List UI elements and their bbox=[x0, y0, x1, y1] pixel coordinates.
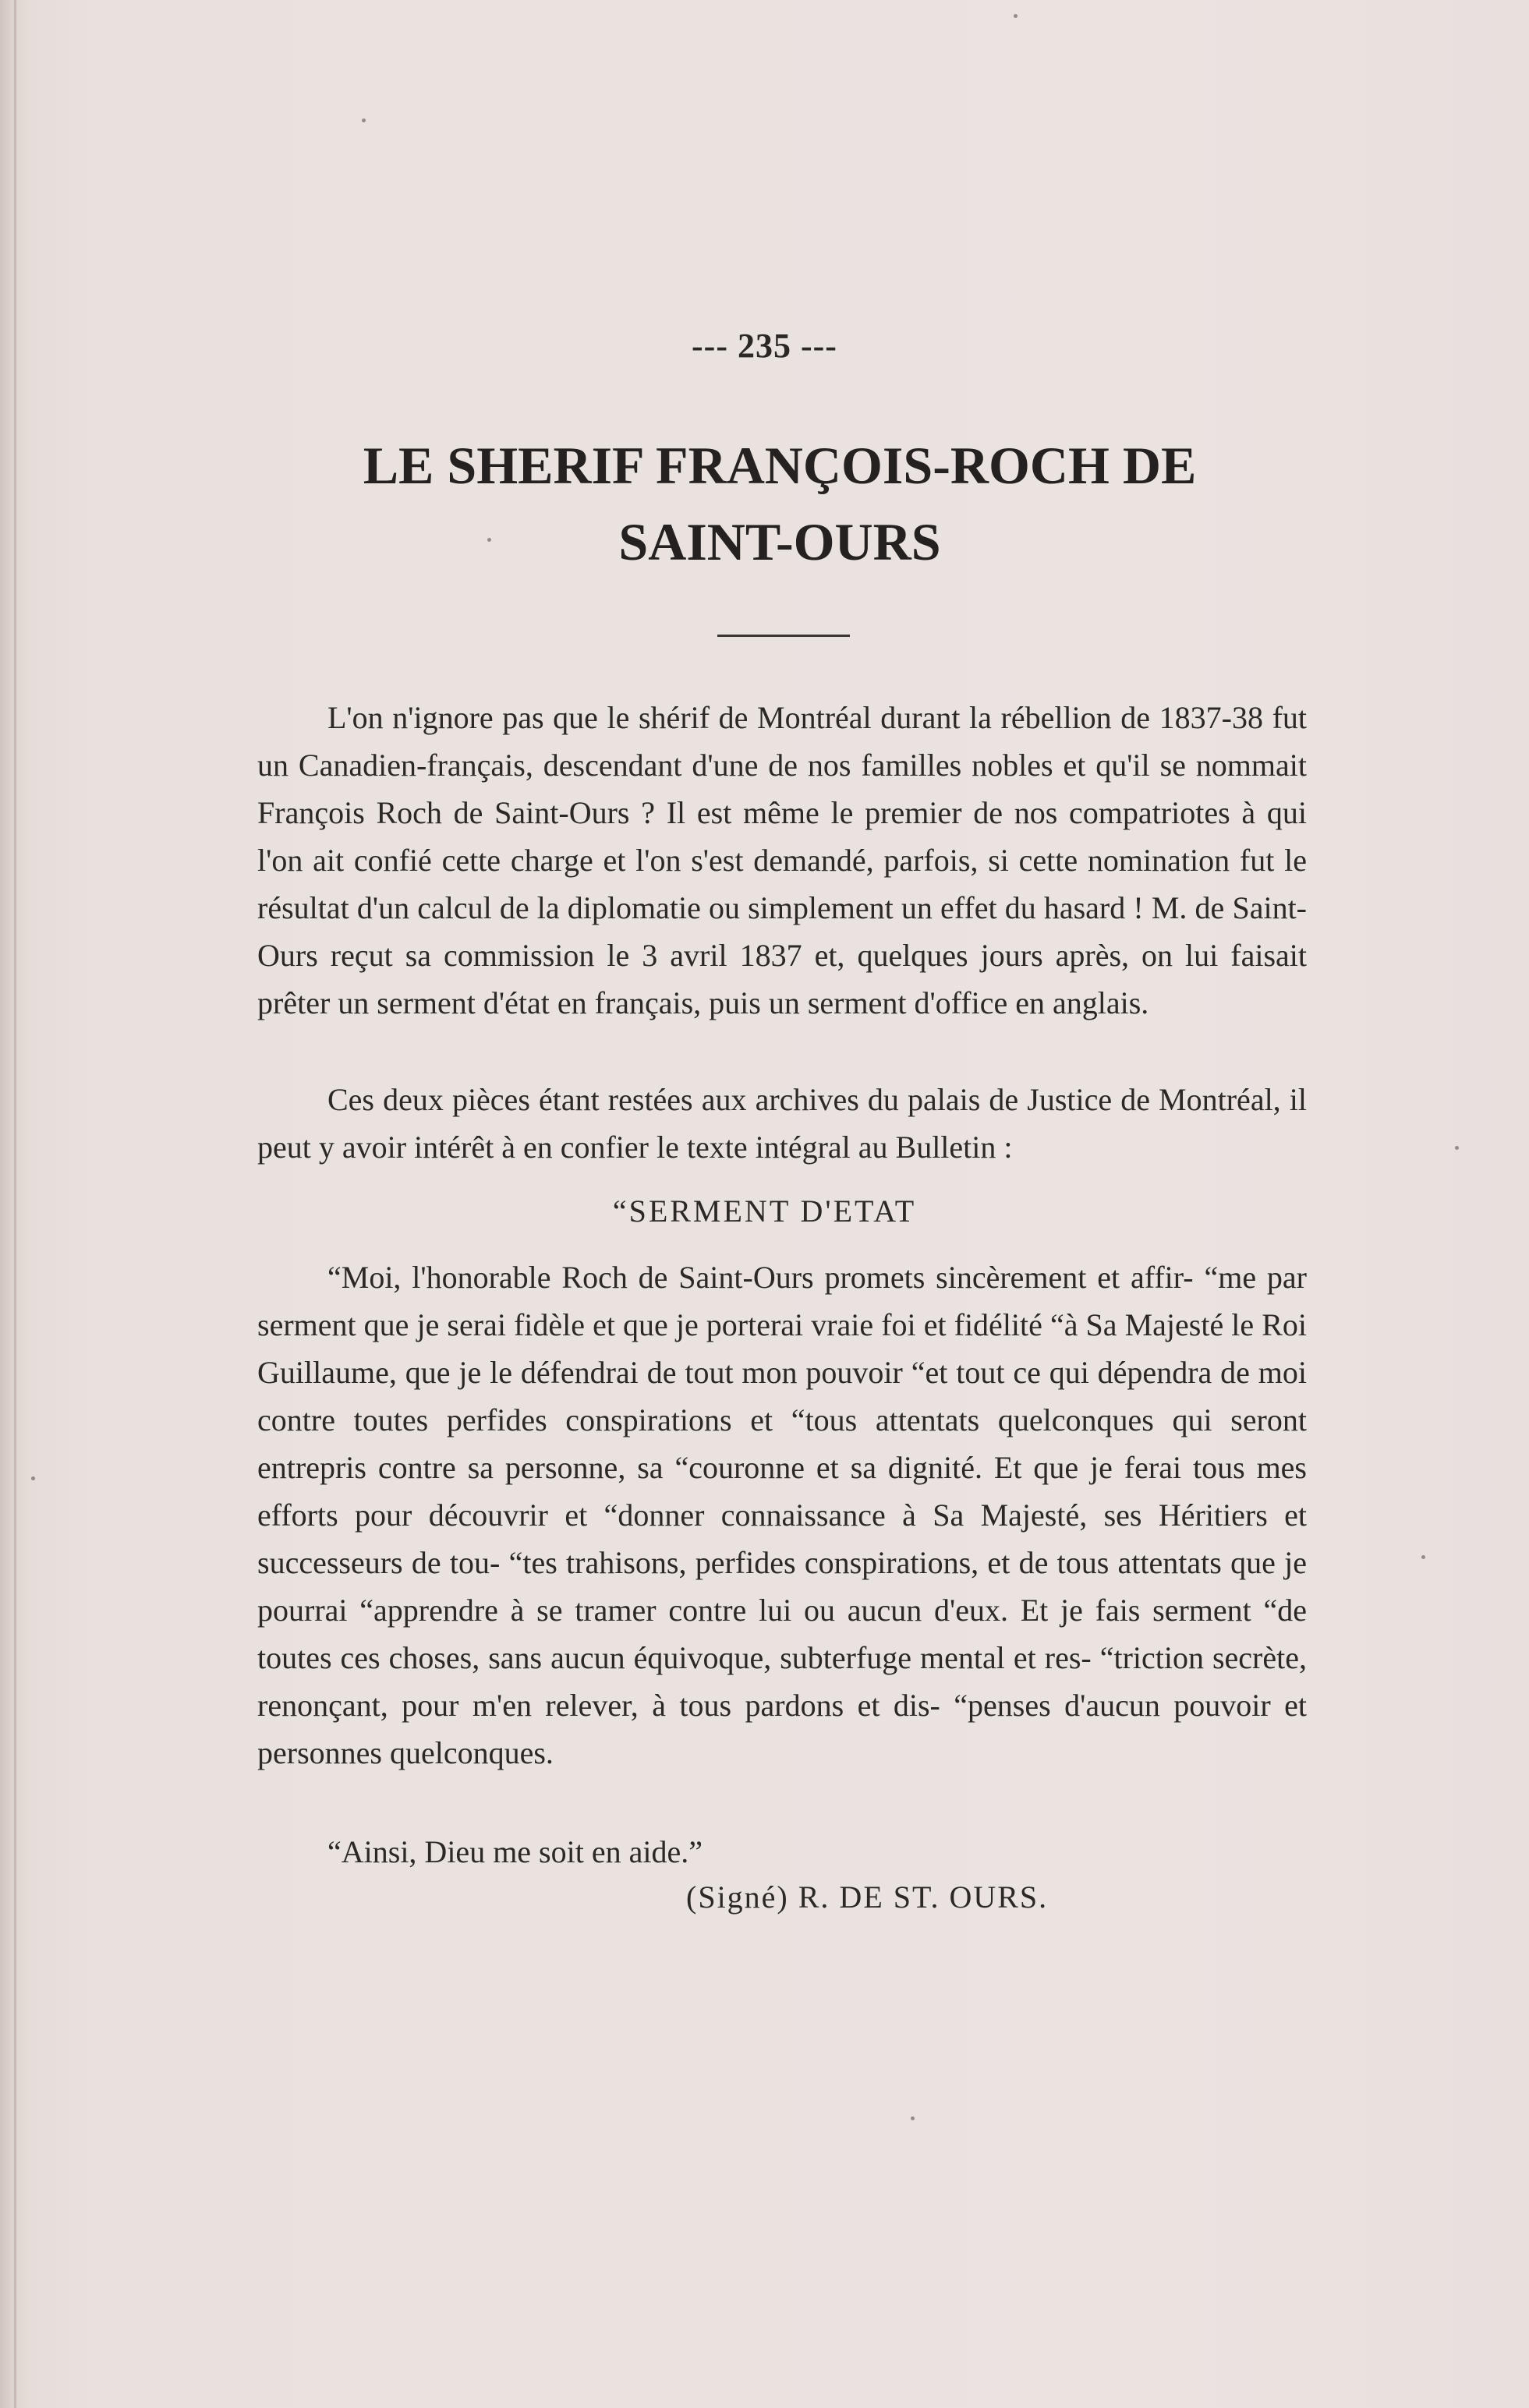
title-line-1: LE SHERIF FRANÇOIS-ROCH DE bbox=[363, 436, 1197, 495]
page-number: --- 235 --- bbox=[692, 327, 837, 365]
body-paragraph-2 bbox=[257, 1076, 1307, 1172]
title-line-2: SAINT-OURS bbox=[618, 512, 941, 571]
oath-block bbox=[257, 1254, 1307, 1778]
oath-closing: “Ainsi, Dieu me soit en aide.” bbox=[327, 1834, 703, 1869]
scan-speck bbox=[911, 2116, 915, 2120]
title-divider bbox=[717, 635, 850, 637]
scan-speck bbox=[487, 538, 491, 542]
oath-text: “Moi, l'honorable Roch de Saint-Ours promets sincèrement et affir- “me par serment que je serai fidèle et que je porterai vraie foi et fidélité “à Sa Majesté le Roi Guillaume, que je le défendrai de tout mon pouvoir “et tout ce qui dépendra de moi contre toutes perfides conspirations et “tous attentats quelconques qui seront entrepris contre sa personne, sa “couronne et sa dignité. Et que je ferai tous mes efforts pour découvrir et “donner connaissance à Sa Majesté, ses Héritiers et successeurs de tou- “tes trahisons, perfides conspirations, et de tous attentats que je pourrai “apprendre à se tramer contre lui ou aucun d'eux. Et je fais serment “de toutes ces choses, sans aucun équivoque, subterfuge mental et res- “triction secrète, renonçant, pour m'en relever, à tous pardons et dis- “penses d'aucun pouvoir et personnes quelconques. bbox=[257, 1260, 1307, 1770]
oath-heading: “SERMENT D'ETAT bbox=[612, 1193, 917, 1229]
article-title bbox=[257, 427, 1302, 580]
scan-speck bbox=[1421, 1555, 1425, 1559]
scan-speck bbox=[31, 1476, 35, 1480]
closing-block bbox=[257, 1828, 1307, 1877]
paragraph-archives: Ces deux pièces étant restées aux archives du palais de Justice de Montréal, il peut y avoir intérêt à en confier le texte intégral au Bulletin : bbox=[257, 1082, 1307, 1165]
paragraph-intro: L'on n'ignore pas que le shérif de Montréal durant la rébellion de 1837-38 fut un Canadien-français, descendant d'une de nos familles nobles et qu'il se nommait François Roch de Saint-Ours ? Il est même le premier de nos compatriotes à qui l'on ait confié cette charge et l'on s'est demandé, parfois, si cette nomination fut le résultat d'un calcul de la diplomatie ou simplement un effet du hasard ! M. de Saint-Ours reçut sa commission le 3 avril 1837 et, quelques jours après, on lui faisait prêter un serment d'état en français, puis un serment d'office en anglais. bbox=[257, 700, 1307, 1020]
scan-speck bbox=[1014, 14, 1018, 18]
scan-speck bbox=[1455, 1146, 1459, 1150]
signature-line: (Signé) R. DE ST. OURS. bbox=[686, 1879, 1049, 1915]
body-paragraph-1 bbox=[257, 694, 1307, 1028]
scan-speck bbox=[362, 118, 366, 122]
